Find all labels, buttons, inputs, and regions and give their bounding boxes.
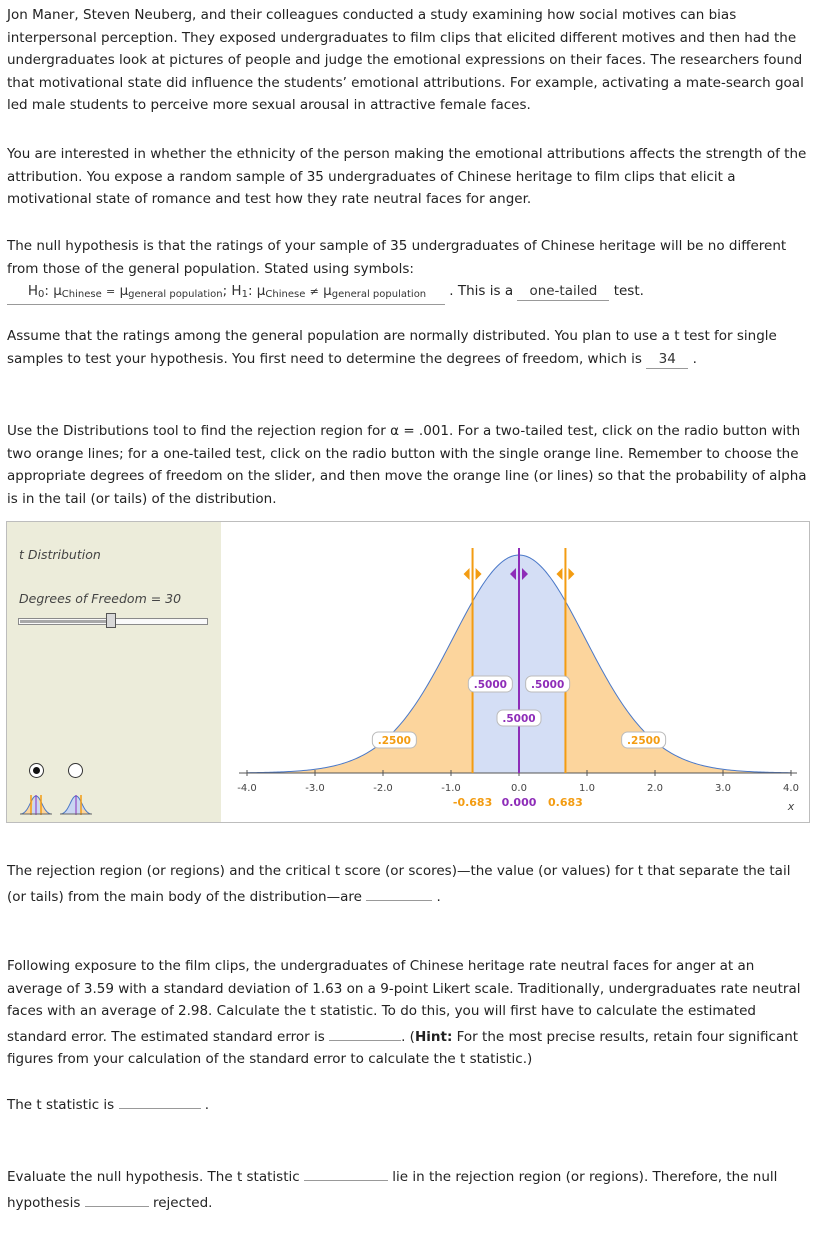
hint-label: Hint: <box>414 1028 453 1045</box>
x-tick-label: 2.0 <box>647 783 663 794</box>
center-purple-line-value-label: 0.000 <box>501 796 537 809</box>
instructions-paragraph: Use the Distributions tool to find the rejection region for α = .001. For a two-tailed test, click on the radio button with two orange lines; for a one-tailed test, click on the radio button with the single orange line. Remember to choose the appropriate degrees of freedom on the slider, and then move the orange line (or lines) so that the probability of alpha is in the tail (or tails) of the distribution. <box>7 423 807 507</box>
left-center-probability-label: .5000 <box>473 679 507 691</box>
right-tail-area <box>565 601 791 773</box>
right-orange-line-handle-left-icon <box>556 568 562 580</box>
right-tail-probability-label: .2500 <box>627 735 661 747</box>
test-text: test. <box>613 283 644 299</box>
rejection-region-dropdown[interactable] <box>366 883 432 901</box>
distribution-title: t Distribution <box>19 547 101 562</box>
x-tick-label: -1.0 <box>441 783 461 794</box>
one-tailed-distribution-icon[interactable] <box>59 792 93 816</box>
is-is-not-dropdown[interactable] <box>85 1189 149 1207</box>
x-tick-label: -3.0 <box>305 783 325 794</box>
right-center-probability-label: .5000 <box>531 679 565 691</box>
x-tick-label: 0.0 <box>511 783 527 794</box>
does-does-not-dropdown[interactable] <box>304 1163 388 1181</box>
x-tick-label: -2.0 <box>373 783 393 794</box>
one-tailed-radio[interactable] <box>68 763 83 778</box>
df-answer-field[interactable]: 34 <box>646 350 688 369</box>
right-orange-line-handle-right-icon <box>568 568 574 580</box>
x-tick-label: 1.0 <box>579 783 595 794</box>
left-orange-line-value-label: -0.683 <box>452 796 493 809</box>
hypothesis-dropdown[interactable]: $H_0$: $\mu_{Chinese} = \mu_{general population}$; $H_1$: $\mu_{Chinese} \ne \mu_{general population}$ <box>7 282 445 305</box>
df-slider-thumb[interactable] <box>106 613 116 628</box>
x-tick-label: 3.0 <box>715 783 731 794</box>
distributions-tool <box>6 521 810 823</box>
null-hypothesis-paragraph <box>7 235 812 305</box>
null-hypothesis-text: The null hypothesis is that the ratings of your sample of 35 undergraduates of Chinese heritage will be no different from those of the general population. Stated using symbols: <box>7 238 787 277</box>
standard-error-paragraph: Following exposure to the film clips, the undergraduates of Chinese heritage rate neutral faces for anger at an average of 3.59 with a standard deviation of 1.63 on a 9-point Likert scale. Traditionally, undergraduates rate neutral faces with an average of 2.98. Calculate the t statistic. To do this, you will first have to calculate the estimated standard error. The estimated standard error is . (Hint: For the most precise results, retain four significant figures from your calculation of the standard error to calculate the t statistic.) <box>7 958 801 1067</box>
tail-type-dropdown[interactable]: one-tailed <box>517 282 609 301</box>
degrees-of-freedom-paragraph: Assume that the ratings among the general population are normally distributed. You plan to use a t test for single samples to test your hypothesis. You first need to determine the degrees of freedom, which is 34 . <box>7 328 777 367</box>
df-label: Degrees of Freedom = 30 <box>19 591 182 606</box>
this-is-a-text: . This is a <box>449 283 514 299</box>
left-tail-area <box>247 601 473 773</box>
standard-error-field[interactable] <box>329 1023 401 1041</box>
t-statistic-paragraph: The t statistic is . <box>7 1091 812 1117</box>
x-axis-label: x <box>787 800 795 813</box>
left-tail-probability-label: .2500 <box>377 735 411 747</box>
left-orange-line-handle-right-icon <box>476 568 482 580</box>
t-distribution-chart <box>221 522 809 822</box>
rejection-region-paragraph: The rejection region (or regions) and the critical t score (or scores)—the value (or values) for t that separate the tail (or tails) from the main body of the distribution—are . <box>7 863 791 905</box>
intro-paragraph-1: Jon Maner, Steven Neuberg, and their colleagues conducted a study examining how social motives can bias interpersonal perception. They exposed undergraduates to film clips that elicited different motives and then had the undergraduates look at pictures of people and judge the emotional expressions on their faces. The researchers found that motivational state did influence the students’ emotional attributions. For example, activating a mate-search goal led male students to perceive more sexual arousal in attractive female faces. <box>7 7 804 113</box>
controls-panel <box>7 522 221 822</box>
evaluate-hypothesis-paragraph: Evaluate the null hypothesis. The t statistic lie in the rejection region (or regions). Therefore, the null hypothesis rejected. <box>7 1163 812 1214</box>
left-orange-line-handle-left-icon <box>464 568 470 580</box>
x-tick-label: 4.0 <box>783 783 799 794</box>
two-tailed-radio[interactable] <box>29 763 44 778</box>
radio-selected-dot <box>33 767 40 774</box>
right-orange-line-value-label: 0.683 <box>548 796 583 809</box>
two-tailed-distribution-icon[interactable] <box>19 792 53 816</box>
middle-probability-label: .5000 <box>502 713 536 725</box>
df-slider-fill <box>20 620 110 623</box>
intro-paragraph-2: You are interested in whether the ethnicity of the person making the emotional attributions affects the strength of the attribution. You expose a random sample of 35 undergraduates of Chinese heritage to film clips that elicit a motivational state of romance and test how they rate neutral faces for anger. <box>7 146 807 207</box>
t-statistic-field[interactable] <box>119 1091 201 1109</box>
x-tick-label: -4.0 <box>237 783 257 794</box>
